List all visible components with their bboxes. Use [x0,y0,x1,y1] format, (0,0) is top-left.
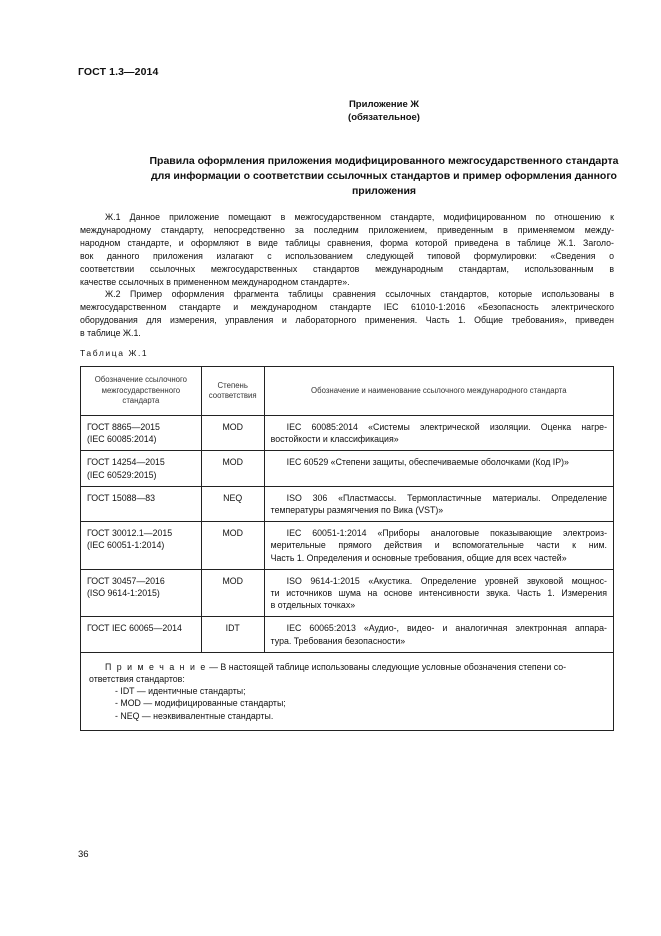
note-list [89,685,607,722]
paragraph-line: вок данного приложения излагают с использованием следующей типовой формулировки: «Сведения о [80,250,614,261]
appendix-label: Приложение Ж [348,99,420,110]
paragraph-line: народном стандарте, и оформляют в виде таблицы сравнения, форма которой приведена в таблице Ж.1. Заголо- [80,237,614,248]
gost-cell: ГОСТ 14254—2015 (IEC 60529:2015) [81,451,202,486]
table-note-row [81,652,614,730]
degree-cell: MOD [201,451,264,486]
gost-cell: ГОСТ 8865—2015 (IEC 60085:2014) [81,416,202,451]
body-text [80,211,614,340]
paragraph-line: в таблице Ж.1. [80,328,141,339]
note-list-item: - IDT — идентичные стандарты; [115,686,246,697]
paragraph-line: Ж.1 Данное приложение помещают в межгосударственном стандарте, модифицированном по отношению к [105,212,614,222]
table-row [81,569,614,617]
degree-cell: MOD [201,569,264,617]
description-cell: ISO 306 «Пластмассы. Термопластичные материалы. Определение температуры размягчения по Вика (VST)» [264,486,613,521]
appendix-status: (обязательное) [348,112,420,123]
table-row [81,522,614,570]
gost-cell: ГОСТ 15088—83 [81,486,202,521]
table-note [81,652,614,730]
degree-cell: NEQ [201,486,264,521]
gost-cell: ГОСТ 30457—2016 (ISO 9614-1:2015) [81,569,202,617]
paragraph-line: оборудования для измерения, управления и лабораторного применения. Часть 1. Общие требования», приведен [80,315,614,326]
table-row [81,451,614,486]
header-international: Обозначение и наименование ссылочного международного стандарта [264,367,613,416]
appendix-title-line: Правила оформления приложения модифицированного межгосударственного стандарта [149,155,619,167]
paragraph-line: качестве ссылочных в примененном международном стандарте». [80,276,350,287]
table-header-row [81,367,614,416]
header-gost: Обозначение ссылочного межгосударственного стандарта [81,367,202,416]
page-number: 36 [78,849,89,860]
paragraph-line: международному стандарту, непосредственно за последним приложением, приведенным в применяемом между- [80,224,614,235]
note-list-item: - NEQ — неэквивалентные стандарты. [115,710,274,721]
degree-cell: MOD [201,416,264,451]
description-cell: IEC 60529 «Степени защиты, обеспечиваемые оболочками (Код IP)» [264,451,613,486]
appendix-title [78,154,661,199]
gost-cell: ГОСТ 30012.1—2015 (IEC 60051-1:2014) [81,522,202,570]
gost-cell: ГОСТ IEC 60065—2014 [81,617,202,652]
description-cell: IEC 60065:2013 «Аудио-, видео- и аналогичная электронная аппара- тура. Требования безопасности» [264,617,613,652]
note-label: П р и м е ч а н и е [105,661,207,672]
table-caption: Таблица Ж.1 [80,348,149,358]
appendix-title-line: приложения [351,185,417,197]
description-cell: ISO 9614-1:2015 «Акустика. Определение уровней звуковой мощнос- ти источников шума на основе интенсивности звука. Часть 1. Измерения в отдельных точках» [264,569,613,617]
note-text: — В настоящей таблице использованы следующие условные обозначения степени со- [206,661,567,672]
appendix-label-block [78,98,661,124]
paragraph-line: межгосударственном стандарте и международном стандарте IEC 61010-1:2016 «Безопасность электрического [80,302,614,313]
comparison-table [80,366,614,731]
description-cell: IEC 60085:2014 «Системы электрической изоляции. Оценка нагре- востойкости и классификация» [264,416,613,451]
header-degree: Степень соответствия [201,367,264,416]
table-row [81,486,614,521]
note-list-item: - MOD — модифицированные стандарты; [115,698,286,709]
paragraph-line: Ж.2 Пример оформления фрагмента таблицы сравнения ссылочных стандартов, которые использованы в [105,289,614,300]
document-header: ГОСТ 1.3—2014 [78,66,159,78]
table-row [81,617,614,652]
degree-cell: IDT [201,617,264,652]
note-text: ответствия стандартов: [89,674,185,685]
appendix-title-line: для информации о соответствии ссылочных стандартов и пример оформления данного [151,170,617,182]
description-cell: IEC 60051-1:2014 «Приборы аналоговые показывающие электроиз- мерительные прямого действия и вспомогательные части к ним. Часть 1. Определения и основные требования, общие для всех частей» [264,522,613,570]
table-row [81,416,614,451]
degree-cell: MOD [201,522,264,570]
paragraph-line: соответствии ссылочных межгосударственных стандартов международным стандартам, использованным в [80,263,614,274]
